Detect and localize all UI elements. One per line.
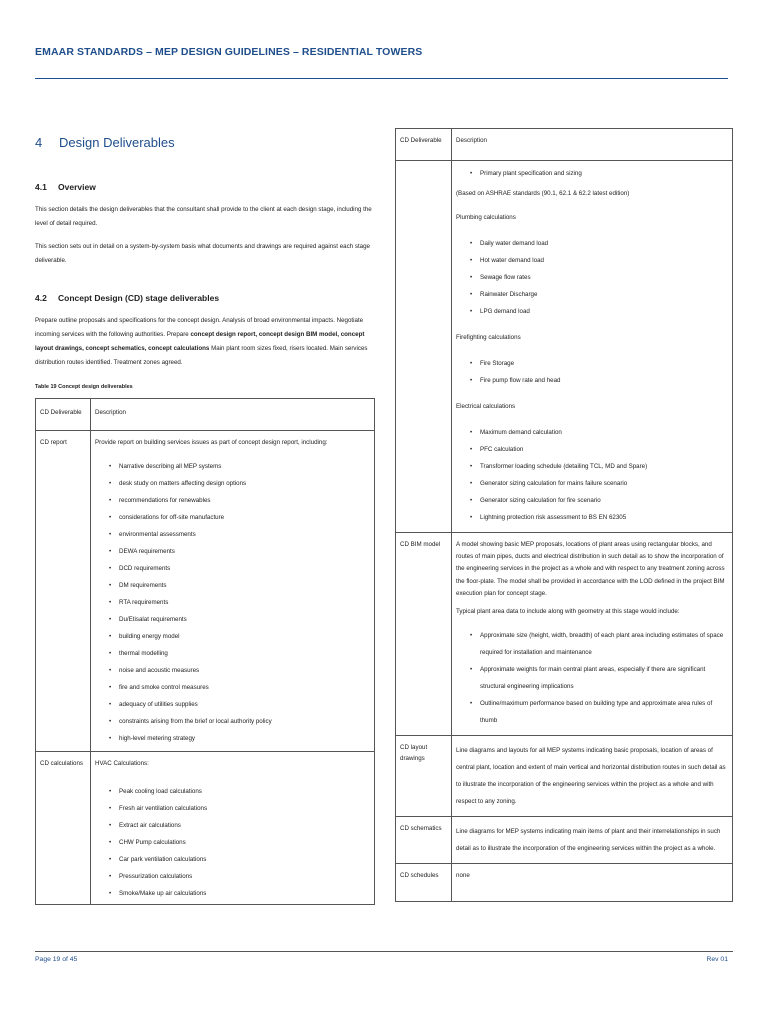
list-item: • Daily water demand load xyxy=(470,235,728,252)
table-header-row xyxy=(36,399,375,431)
report-intro: Provide report on building services issues as part of concept design report, including: xyxy=(95,439,328,446)
list-item: • Du/Etisalat requirements xyxy=(109,611,370,628)
bim-typical: Typical plant area data to include along with geometry at this stage would include: xyxy=(456,608,680,616)
list-item: • Primary plant specification and sizing xyxy=(470,165,728,182)
subsection-title: Overview xyxy=(58,182,96,192)
list-item: • DM requirements xyxy=(109,577,370,594)
list-item: • environmental assessments xyxy=(109,526,370,543)
list-item: • Narrative describing all MEP systems xyxy=(109,458,370,475)
overview-paragraph-2: This section sets out in detail on a system-by-system basis what documents and drawings are required against each stage deliverable. xyxy=(35,243,370,264)
electrical-list xyxy=(456,424,728,526)
list-item: • Fire Storage xyxy=(470,355,728,372)
list-item: • Approximate weights for main central plant areas, especially if there are significant structural engineering implications xyxy=(470,661,728,695)
firefighting-list xyxy=(456,355,728,389)
list-item: • LPG demand load xyxy=(470,303,728,320)
hvac-title: HVAC Calculations: xyxy=(95,760,149,767)
deliverables-table xyxy=(35,398,375,905)
list-item: • fire and smoke control measures xyxy=(109,679,370,696)
col-header-deliverable: CD Deliverable xyxy=(396,129,452,161)
subsection-heading-concept xyxy=(35,293,375,303)
bim-list xyxy=(456,627,728,729)
list-item: • CHW Pump calculations xyxy=(109,834,370,851)
list-item: • Pressurization calculations xyxy=(109,868,370,885)
report-list xyxy=(95,458,370,747)
subsection-heading-overview xyxy=(35,182,375,192)
list-item: • desk study on matters affecting design options xyxy=(109,475,370,492)
footer-rule xyxy=(35,951,733,952)
table-row-calculations-cont xyxy=(396,161,733,533)
subsection-number: 4.1 xyxy=(35,182,47,192)
plumbing-title: Plumbing calculations xyxy=(456,214,516,221)
list-item: • Hot water demand load xyxy=(470,252,728,269)
col-header-description: Description xyxy=(452,129,733,161)
concept-text-c: Main plant room sizes fixed, risers located. Main services distribution routes identified. Treatment zones agreed. xyxy=(35,345,368,366)
table-row-report xyxy=(36,431,375,752)
list-item: • DCD requirements xyxy=(109,560,370,577)
header-rule xyxy=(35,78,728,79)
section-number: 4 xyxy=(35,135,43,150)
subsection-number: 4.2 xyxy=(35,293,47,303)
col-header-deliverable: CD Deliverable xyxy=(36,399,91,431)
list-item: • RTA requirements xyxy=(109,594,370,611)
row-label: CD calculations xyxy=(36,752,91,905)
table-row-schematics xyxy=(396,817,733,864)
section-title: Design Deliverables xyxy=(59,135,175,150)
list-item: • Sewage flow rates xyxy=(470,269,728,286)
list-item: • Generator sizing calculation for mains failure scenario xyxy=(470,475,728,492)
row-description: none xyxy=(452,864,733,902)
page-number: Page 19 of 45 xyxy=(35,956,78,963)
list-item: • Smoke/Make up air calculations xyxy=(109,885,370,902)
list-item: • Transformer loading schedule (detailing TCL, MD and Spare) xyxy=(470,458,728,475)
ashrae-note: (Based on ASHRAE standards (90.1, 62.1 & 62.2 latest edition) xyxy=(456,190,630,197)
table-row-bim xyxy=(396,533,733,736)
left-column xyxy=(35,130,375,905)
hvac-list xyxy=(95,783,370,902)
hvac-list-cont xyxy=(456,165,728,182)
firefighting-title: Firefighting calculations xyxy=(456,334,521,341)
row-label: CD schedules xyxy=(396,864,452,902)
document-header: EMAAR STANDARDS – MEP DESIGN GUIDELINES – RESIDENTIAL TOWERS xyxy=(35,46,423,58)
list-item: • Fresh air ventilation calculations xyxy=(109,800,370,817)
list-item: • Approximate size (height, width, breadth) of each plant area including estimates of space required for installation and maintenance xyxy=(470,627,728,661)
right-column xyxy=(395,128,733,902)
row-description xyxy=(91,431,375,752)
list-item: • Outline/maximum performance based on building type and approximate area rules of thumb xyxy=(470,695,728,729)
row-description: Line diagrams and layouts for all MEP systems indicating basic proposals, location of areas of central plant, location and extent of main vertical and horizontal distribution routes in such detail as to illustrate the incorporation of the engineering services within the project as a whole and with respect to any zoning. xyxy=(452,736,733,817)
concept-text-bold: concept design report, concept design BIM model, concept layout drawings, concept schematics, concept calculations xyxy=(35,331,365,352)
table-header-row xyxy=(396,129,733,161)
electrical-title: Electrical calculations xyxy=(456,403,516,410)
deliverables-table-continued xyxy=(395,128,733,902)
table-caption: Table 19 Concept design deliverables xyxy=(35,384,133,390)
list-item: • DEWA requirements xyxy=(109,543,370,560)
row-label-empty xyxy=(396,161,452,533)
list-item: • constraints arising from the brief or local authority policy xyxy=(109,713,370,730)
list-item: • recommendations for renewables xyxy=(109,492,370,509)
list-item: • Generator sizing calculation for fire scenario xyxy=(470,492,728,509)
col-header-description: Description xyxy=(91,399,375,431)
concept-paragraph xyxy=(35,314,375,370)
list-item: • Maximum demand calculation xyxy=(470,424,728,441)
list-item: • Extract air calculations xyxy=(109,817,370,834)
plumbing-list xyxy=(456,235,728,320)
bim-description: A model showing basic MEP proposals, locations of plant areas using rectangular blocks, and routes of main pipes, ducts and electrical distribution in such detail as to show the incorporation of the engineering services in the project as a whole and with respect to any treatment zoning across the floor-plate. The model shall be provided in accordance with the LOD defined in the project BIM execution plan for concept stage. xyxy=(456,541,725,597)
list-item: • high-level metering strategy xyxy=(109,730,370,747)
list-item: • Lightning protection risk assessment to BS EN 62305 xyxy=(470,509,728,526)
row-label: CD report xyxy=(36,431,91,752)
list-item: • Fire pump flow rate and head xyxy=(470,372,728,389)
row-label: CD schematics xyxy=(396,817,452,864)
row-description xyxy=(452,161,733,533)
row-description xyxy=(91,752,375,905)
row-label: CD layout drawings xyxy=(396,736,452,817)
row-description xyxy=(452,533,733,736)
list-item: • Rainwater Discharge xyxy=(470,286,728,303)
table-row-schedules xyxy=(396,864,733,902)
list-item: • considerations for off-site manufacture xyxy=(109,509,370,526)
section-heading xyxy=(35,135,375,150)
revision: Rev 01 xyxy=(706,956,728,963)
list-item: • PFC calculation xyxy=(470,441,728,458)
list-item: • building energy model xyxy=(109,628,370,645)
list-item: • Car park ventilation calculations xyxy=(109,851,370,868)
list-item: • adequacy of utilities supplies xyxy=(109,696,370,713)
concept-text-a: Prepare outline proposals and specifications for the concept design. Analysis of broad environmental impacts. Negotiate incoming services with the following authorities. Prepare xyxy=(35,317,364,338)
row-description: Line diagrams for MEP systems indicating main items of plant and their interrelationships in such detail as to illustrate the incorporation of the engineering services within the project as a whole. xyxy=(452,817,733,864)
list-item: • noise and acoustic measures xyxy=(109,662,370,679)
row-label: CD BIM model xyxy=(396,533,452,736)
overview-paragraph-1: This section details the design deliverables that the consultant shall provide to the client at each design stage, including the level of detail required. xyxy=(35,206,372,227)
list-item: • Peak cooling load calculations xyxy=(109,783,370,800)
subsection-title: Concept Design (CD) stage deliverables xyxy=(58,293,220,303)
list-item: • thermal modelling xyxy=(109,645,370,662)
table-row-calculations xyxy=(36,752,375,905)
table-row-layout xyxy=(396,736,733,817)
